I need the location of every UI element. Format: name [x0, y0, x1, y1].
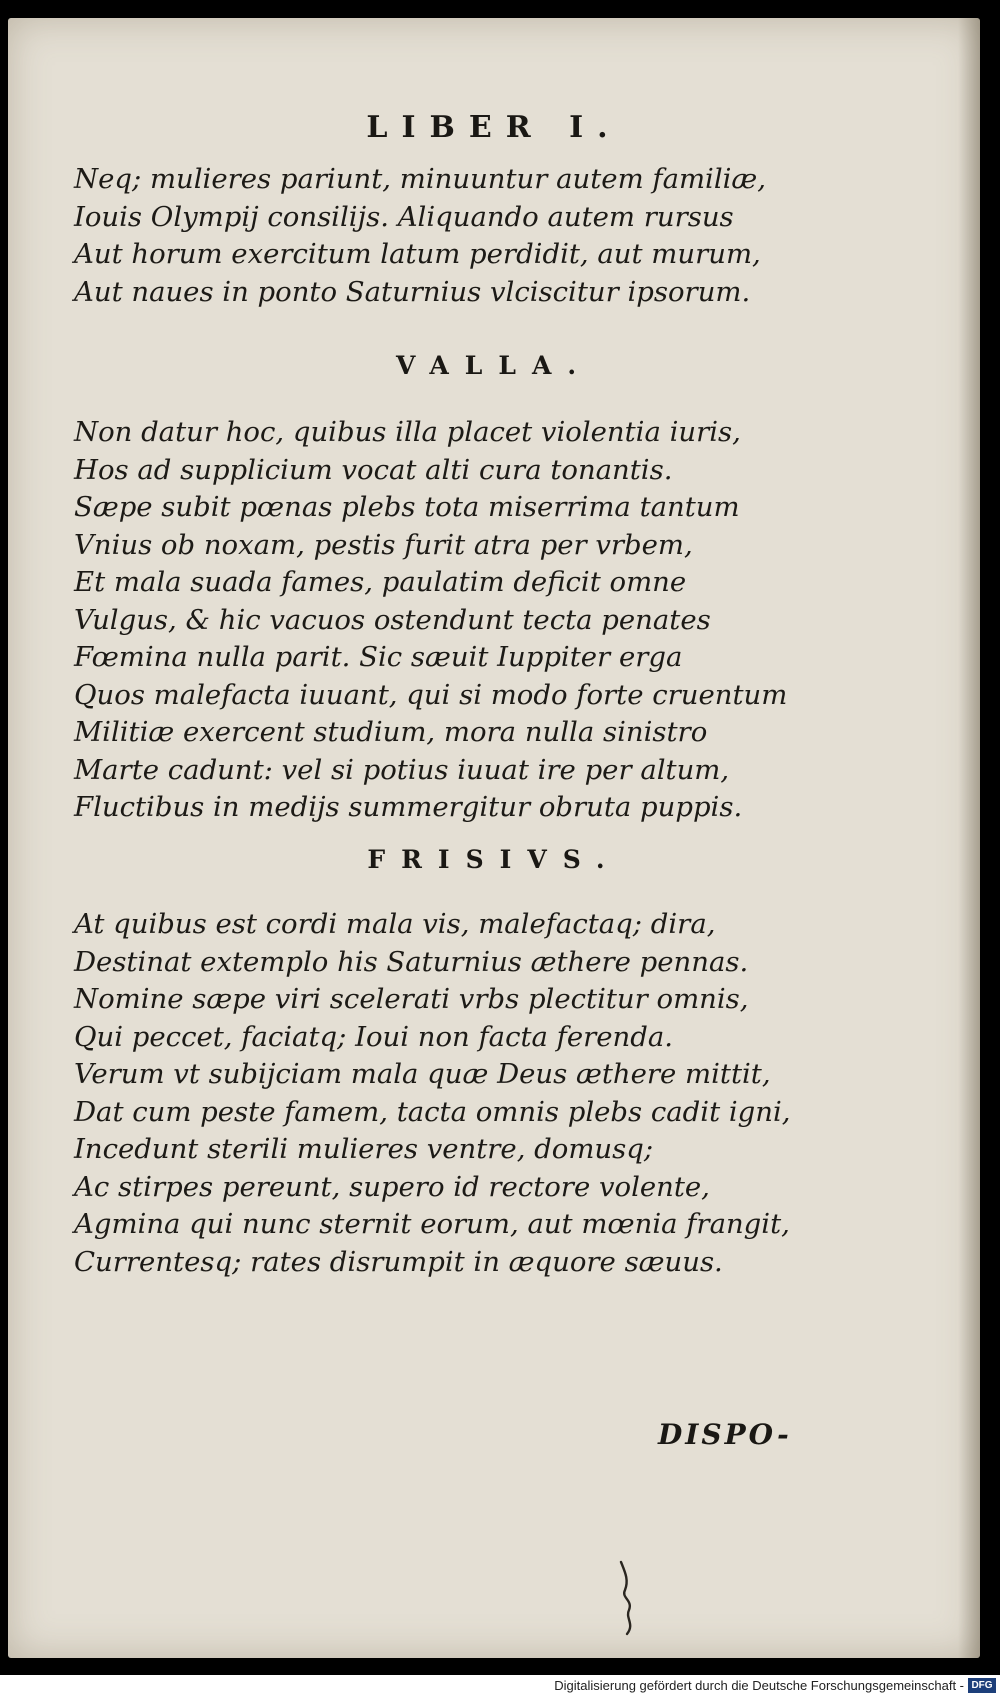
verse-line: Marte cadunt: vel si potius iuuat ire per altum,	[74, 753, 730, 786]
verse-line: Agmina qui nunc sternit eorum, aut mœnia frangit,	[74, 1208, 790, 1240]
verse-block-homer	[74, 161, 766, 311]
page-edge-shadow	[958, 18, 980, 1658]
verse-line: Neq; mulieres pariunt, minuuntur autem familiæ,	[74, 163, 767, 195]
verse-line: At quibus est cordi mala vis, malefactaq; dira,	[74, 908, 716, 940]
verse-line: Vulgus, & hic vacuos ostendunt tecta penates	[74, 603, 711, 636]
verse-block-frisius	[74, 906, 791, 1281]
verse-block-valla	[74, 414, 787, 827]
verse-line: Verum vt subijciam mala quæ Deus æthere mittit,	[74, 1058, 771, 1090]
verse-line: Quos malefacta iuuant, qui si modo forte cruentum	[74, 678, 788, 711]
footer-bar	[0, 1675, 1000, 1697]
verse-line: Dat cum peste famem, tacta omnis plebs cadit igni,	[74, 1095, 791, 1128]
running-head: LIBER I.	[366, 110, 622, 145]
verse-line: Militiæ exercent studium, mora nulla sinistro	[74, 716, 708, 748]
handwritten-mark-icon	[613, 1558, 643, 1638]
verse-line: Non datur hoc, quibus illa placet violentia iuris,	[74, 416, 741, 448]
footer-credit: Digitalisierung gefördert durch die Deutsche Forschungsgemeinschaft -	[554, 1678, 964, 1693]
verse-line: Aut horum exercitum latum perdidit, aut murum,	[74, 238, 761, 270]
verse-line: Hos ad supplicium vocat alti cura tonantis.	[74, 453, 673, 486]
verse-line: Sæpe subit pœnas plebs tota miserrima tantum	[74, 491, 740, 523]
verse-line: Currentesq; rates disrumpit in æquore sæuus.	[74, 1245, 723, 1278]
verse-line: Incedunt sterili mulieres ventre, domusq;	[74, 1133, 654, 1165]
verse-line: Aut naues in ponto Saturnius vlciscitur ipsorum.	[74, 275, 751, 308]
book-page	[8, 18, 980, 1658]
catchword: DISPO-	[658, 1418, 792, 1451]
verse-line: Destinat extemplo his Saturnius æthere pennas.	[74, 945, 749, 978]
verse-line: Iouis Olympij consilijs. Aliquando autem rursus	[74, 200, 734, 233]
verse-line: Ac stirpes pereunt, supero id rectore volente,	[74, 1170, 710, 1203]
verse-line: Vnius ob noxam, pestis furit atra per vrbem,	[74, 528, 693, 561]
verse-line: Fluctibus in medijs summergitur obruta puppis.	[74, 791, 743, 823]
verse-line: Et mala suada fames, paulatim deficit omne	[74, 566, 687, 598]
section-heading-valla: VALLA.	[395, 351, 593, 380]
verse-line: Nomine sæpe viri scelerati vrbs plectitur omnis,	[74, 983, 749, 1015]
verse-line: Fœmina nulla parit. Sic sæuit Iuppiter erga	[74, 641, 683, 673]
verse-line: Qui peccet, faciatq; Ioui non facta ferenda.	[74, 1020, 673, 1053]
section-heading-frisius: FRISIVS.	[367, 845, 621, 874]
dfg-logo: DFG	[968, 1678, 996, 1693]
